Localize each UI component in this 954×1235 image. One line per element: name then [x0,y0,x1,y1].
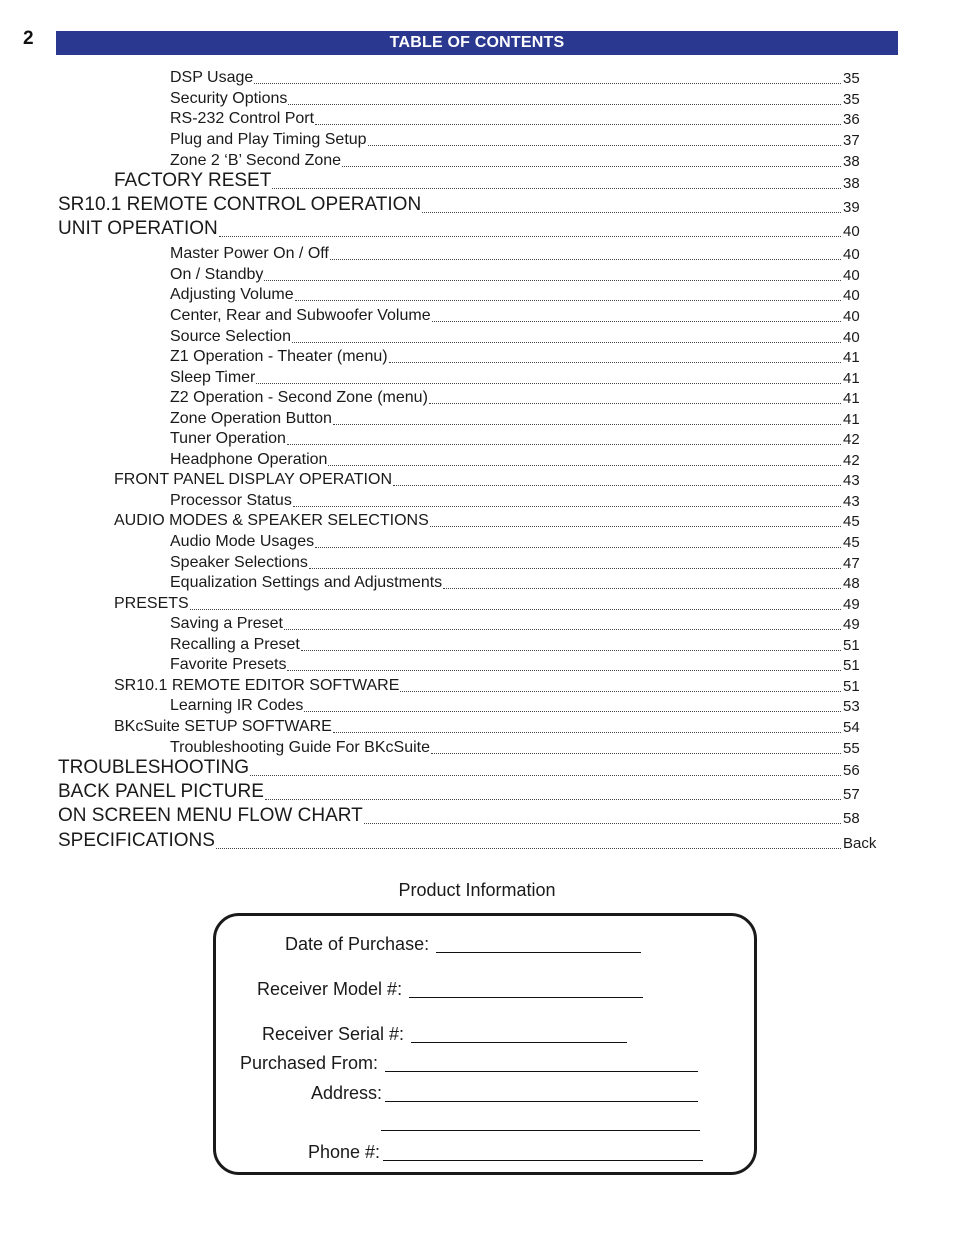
toc-entry-page: 43 [843,472,860,489]
toc-dot-leader [368,144,841,146]
toc-entry-page: 45 [843,513,860,530]
toc-entry-page: 41 [843,390,860,407]
toc-entry[interactable] [0,367,883,387]
toc-entry-page: 36 [843,111,860,128]
toc-entry-page: 35 [843,70,860,87]
toc-entry-title: Equalization Settings and Adjustments [170,574,443,591]
toc-dot-leader [254,82,841,84]
toc-entry-title: Plug and Play Timing Setup [170,131,367,148]
toc-entry-title: PRESETS [114,595,189,612]
toc-entry-title: BKcSuite SETUP SOFTWARE [114,718,332,735]
page-number: 2 [23,28,34,49]
toc-entry-page: 51 [843,657,860,674]
toc-entry-page: 40 [843,246,860,263]
toc-entry-title: Favorite Presets [170,656,287,673]
toc-entry[interactable] [0,326,883,346]
toc-dot-leader [216,847,841,849]
toc-dot-leader [429,402,841,404]
toc-dot-leader [219,235,841,237]
toc-entry-title: SPECIFICATIONS [58,830,215,851]
toc-entry[interactable] [0,490,883,510]
toc-entry[interactable] [0,510,883,530]
toc-dot-leader [400,690,841,692]
product-info-box [213,913,757,1175]
product-info-heading: Product Information [398,880,556,900]
toc-entry-page: 42 [843,452,860,469]
toc-entry[interactable] [0,716,883,736]
toc-entry[interactable] [0,675,883,695]
toc-entry-title: ON SCREEN MENU FLOW CHART [58,805,363,826]
toc-entry[interactable] [0,428,883,448]
toc-entry-title: AUDIO MODES & SPEAKER SELECTIONS [114,512,429,529]
product-field-blank-line[interactable] [409,997,643,998]
toc-entry[interactable] [0,469,883,489]
toc-entry[interactable] [0,695,883,715]
product-field-blank-line[interactable] [385,1101,698,1102]
toc-entry-title: Zone Operation Button [170,410,332,427]
product-field-label: Receiver Model #: [257,979,403,999]
toc-entry-title: Troubleshooting Guide For BKcSuite [170,739,430,756]
toc-entry[interactable] [0,264,883,284]
toc-entry-title: Headphone Operation [170,451,328,468]
toc-entry-title: Processor Status [170,492,292,509]
toc-entry-title: Center, Rear and Subwoofer Volume [170,307,431,324]
toc-entry[interactable] [0,737,883,757]
toc-entry-title: Master Power On / Off [170,245,329,262]
toc-entry[interactable] [0,654,883,674]
toc-entry-page: 40 [843,223,860,240]
toc-entry-page: 41 [843,370,860,387]
toc-entry-title: SR10.1 REMOTE EDITOR SOFTWARE [114,677,400,694]
toc-entry-page: 51 [843,678,860,695]
toc-entry-title: DSP Usage [170,69,254,86]
toc-dot-leader [250,774,841,776]
toc-entry[interactable] [0,88,883,108]
toc-dot-leader [284,628,841,630]
product-field-blank-line[interactable] [381,1130,700,1131]
toc-entry[interactable] [0,387,883,407]
toc-dot-leader [342,165,841,167]
toc-dot-leader [287,443,841,445]
toc-entry-page: 58 [843,810,860,827]
toc-dot-leader [393,484,841,486]
toc-entry[interactable] [0,634,883,654]
toc-entry[interactable] [0,150,883,170]
toc-entry[interactable] [0,531,883,551]
product-field-label: Address: [311,1083,383,1103]
toc-dot-leader [301,649,841,651]
toc-entry[interactable] [0,613,883,633]
toc-dot-leader [304,710,841,712]
product-field-blank-line[interactable] [436,952,641,953]
toc-dot-leader [422,211,841,213]
toc-entry-title: Zone 2 ‘B’ Second Zone [170,152,342,169]
toc-dot-leader [287,669,841,671]
toc-entry[interactable] [0,807,883,827]
toc-entry-title: Audio Mode Usages [170,533,315,550]
toc-entry-title: FRONT PANEL DISPLAY OPERATION [114,471,392,488]
toc-dot-leader [432,320,841,322]
toc-entry-page: 49 [843,596,860,613]
toc-entry[interactable] [0,408,883,428]
toc-entry[interactable] [0,67,883,87]
toc-entry-page: 47 [843,555,860,572]
toc-entry-page: 41 [843,349,860,366]
toc-entry-page: 38 [843,175,860,192]
toc-entry[interactable] [0,552,883,572]
toc-entry-page: 35 [843,91,860,108]
toc-entry-title: Security Options [170,90,288,107]
product-field-blank-line[interactable] [383,1160,703,1161]
toc-entry-title: TROUBLESHOOTING [58,757,250,778]
toc-entry[interactable] [0,305,883,325]
toc-header-title: TABLE OF CONTENTS [389,34,565,51]
toc-entry-page: 40 [843,329,860,346]
toc-entry[interactable] [0,284,883,304]
toc-dot-leader [315,546,841,548]
toc-entry-page: 54 [843,719,860,736]
toc-entry-title: Z1 Operation - Theater (menu) [170,348,388,365]
product-field-label: Date of Purchase: [285,934,430,954]
toc-dot-leader [264,279,841,281]
toc-dot-leader [443,587,841,589]
toc-dot-leader [309,567,841,569]
toc-entry[interactable] [0,129,883,149]
toc-entry[interactable] [0,220,883,240]
toc-entry[interactable] [0,346,883,366]
toc-entry[interactable] [0,572,883,592]
toc-entry-title: Learning IR Codes [170,697,304,714]
toc-entry[interactable] [0,759,883,779]
toc-entry-title: Recalling a Preset [170,636,300,653]
toc-dot-leader [430,525,841,527]
product-field-label: Purchased From: [240,1053,379,1073]
toc-entry-page: 56 [843,762,860,779]
toc-entry-title: On / Standby [170,266,264,283]
toc-entry-title: BACK PANEL PICTURE [58,781,264,802]
toc-entry-page: 53 [843,698,860,715]
toc-entry-page: 41 [843,411,860,428]
toc-dot-leader [295,299,841,301]
product-field-blank-line[interactable] [385,1071,698,1072]
toc-dot-leader [333,731,841,733]
toc-entry-title: Tuner Operation [170,430,286,447]
toc-header-bar [56,31,898,55]
toc-entry[interactable] [0,832,883,852]
toc-dot-leader [293,505,841,507]
toc-entry[interactable] [0,172,883,192]
toc-entry[interactable] [0,449,883,469]
toc-entry[interactable] [0,593,883,613]
toc-entry-page: 40 [843,287,860,304]
toc-entry[interactable] [0,783,883,803]
toc-dot-leader [315,123,841,125]
toc-entry-page: 40 [843,308,860,325]
product-field-label: Phone #: [308,1142,381,1162]
toc-entry-title: Adjusting Volume [170,286,294,303]
toc-entry-title: RS-232 Control Port [170,110,315,127]
toc-dot-leader [364,822,841,824]
toc-dot-leader [190,608,841,610]
toc-entry-page: 51 [843,637,860,654]
toc-entry-page: 45 [843,534,860,551]
toc-dot-leader [431,752,841,754]
toc-dot-leader [330,258,841,260]
toc-dot-leader [256,382,841,384]
toc-entry-page: 37 [843,132,860,149]
toc-entry[interactable] [0,196,883,216]
toc-entry-page: 49 [843,616,860,633]
toc-dot-leader [328,464,841,466]
toc-entry-page: 57 [843,786,860,803]
toc-entry-page: 42 [843,431,860,448]
toc-entry-title: Z2 Operation - Second Zone (menu) [170,389,428,406]
toc-dot-leader [292,341,841,343]
toc-entry-page: 48 [843,575,860,592]
toc-entry[interactable] [0,108,883,128]
product-field-blank-line[interactable] [411,1042,627,1043]
toc-entry-page: 40 [843,267,860,284]
product-field-label: Receiver Serial #: [262,1024,405,1044]
toc-entry-page: 38 [843,153,860,170]
toc-entry-page: 43 [843,493,860,510]
toc-entry-title: Saving a Preset [170,615,283,632]
toc-dot-leader [288,103,841,105]
toc-entry-title: FACTORY RESET [114,170,272,191]
toc-dot-leader [389,361,841,363]
toc-dot-leader [265,798,841,800]
toc-entry[interactable] [0,243,883,263]
toc-entry-title: Speaker Selections [170,554,308,571]
toc-dot-leader [333,423,841,425]
toc-entry-page: 55 [843,740,860,757]
toc-entry-page: 39 [843,199,860,216]
toc-entry-page: Back [843,835,877,852]
toc-entry-title: SR10.1 REMOTE CONTROL OPERATION [58,194,422,215]
toc-entry-title: UNIT OPERATION [58,218,218,239]
toc-entry-title: Sleep Timer [170,369,256,386]
toc-entry-title: Source Selection [170,328,291,345]
toc-dot-leader [272,187,841,189]
